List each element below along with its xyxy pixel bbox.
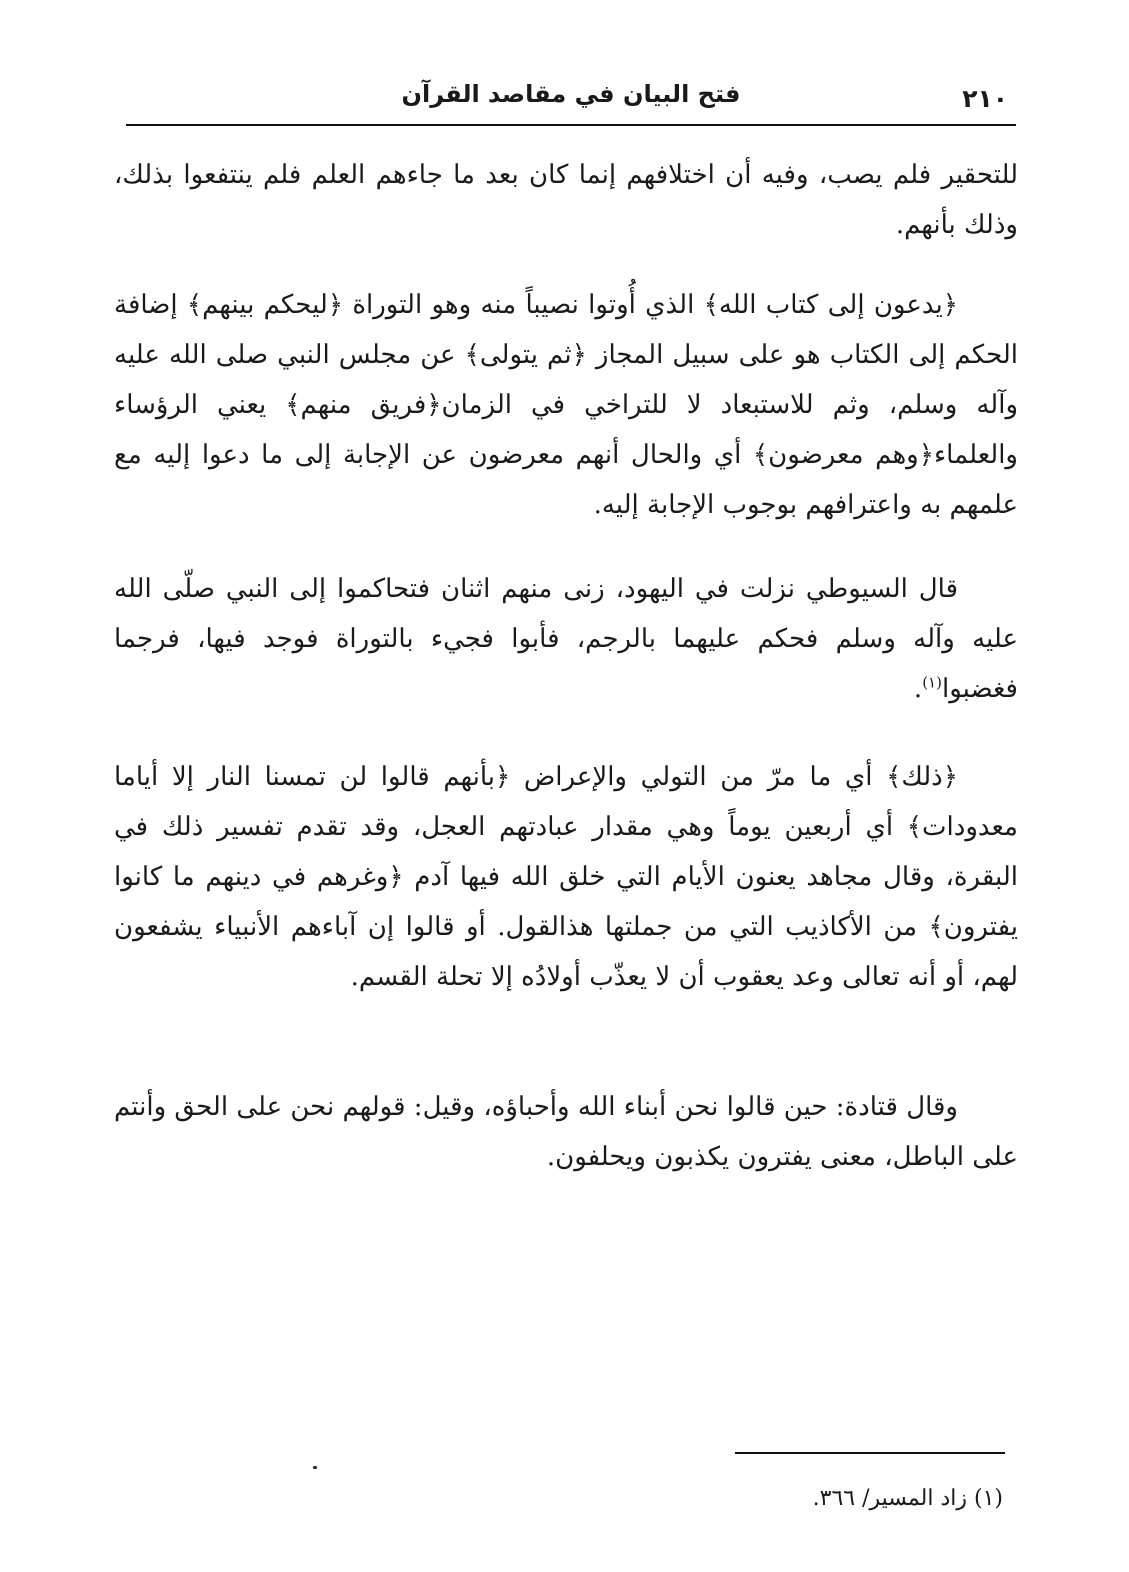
header-rule bbox=[126, 124, 1016, 126]
paragraph-2: ﴿يدعون إلى كتاب الله﴾ الذي أُوتوا نصيباً منه وهو التوراة ﴿ليحكم بينهم﴾ إضافة الحكم إلى الكتاب هو على سبيل المجاز ﴿ثم يتولى﴾ عن مجلس النبي صلى الله عليه وآله وسلم، وثم للاستبعاد لا للتراخي في الزمان﴿فريق منهم﴾ يعني الرؤساء والعلماء﴿وهم معرضون﴾ أي والحال أنهم معرضون عن الإجابة إلى ما دعوا إليه مع علمهم به واعترافهم بوجوب الإجابة إليه. bbox=[114, 290, 1018, 520]
footnote: (١) زاد المسير/ ٣٦٦. bbox=[812, 1486, 1003, 1511]
paragraph-3-end: . bbox=[913, 674, 923, 704]
paragraph-3 bbox=[114, 564, 1018, 714]
running-title: فتح البيان في مقاصد القرآن bbox=[401, 80, 741, 108]
page-number: ٢١٠ bbox=[962, 84, 1008, 113]
footnote-reference: (١) bbox=[922, 673, 942, 692]
footnote-rule bbox=[735, 1452, 1005, 1454]
paragraph-3-text: قال السيوطي نزلت في اليهود، زنى منهم اثنان فتحاكموا إلى النبي صلّى الله عليه وآله وسلم فحكم عليهما بالرجم، فأبوا فجيء بالتوراة فوجد فيها، فرجما فغضبوا bbox=[114, 574, 1018, 704]
page-header bbox=[126, 78, 1016, 124]
paragraph-5: وقال قتادة: حين قالوا نحن أبناء الله وأحباؤه، وقيل: قولهم نحن على الحق وأنتم على الباطل، معنى يفترون يكذبون ويحلفون. bbox=[114, 1092, 1018, 1172]
paragraph-4: ﴿ذلك﴾ أي ما مرّ من التولي والإعراض ﴿بأنهم قالوا لن تمسنا النار إلا أياما معدودات﴾ أي أربعين يوماً وهي مقدار عبادتهم العجل، وقد تقدم تفسير ذلك في البقرة، وقال مجاهد يعنون الأيام التي خلق الله فيها آدم ﴿وغرهم في دينهم ما كانوا يفترون﴾ من الأكاذيب التي من جملتها هذالقول. أو قالوا إن آباءهم الأنبياء يشفعون لهم، أو أنه تعالى وعد يعقوب أن لا يعذّب أولادُه إلا تحلة القسم. bbox=[114, 762, 1018, 992]
paragraph-1: للتحقير فلم يصب، وفيه أن اختلافهم إنما كان بعد ما جاءهم العلم فلم ينتفعوا بذلك، وذلك بأنهم. bbox=[114, 160, 1018, 240]
main-text bbox=[114, 150, 1018, 1182]
print-speck bbox=[313, 1466, 317, 1469]
